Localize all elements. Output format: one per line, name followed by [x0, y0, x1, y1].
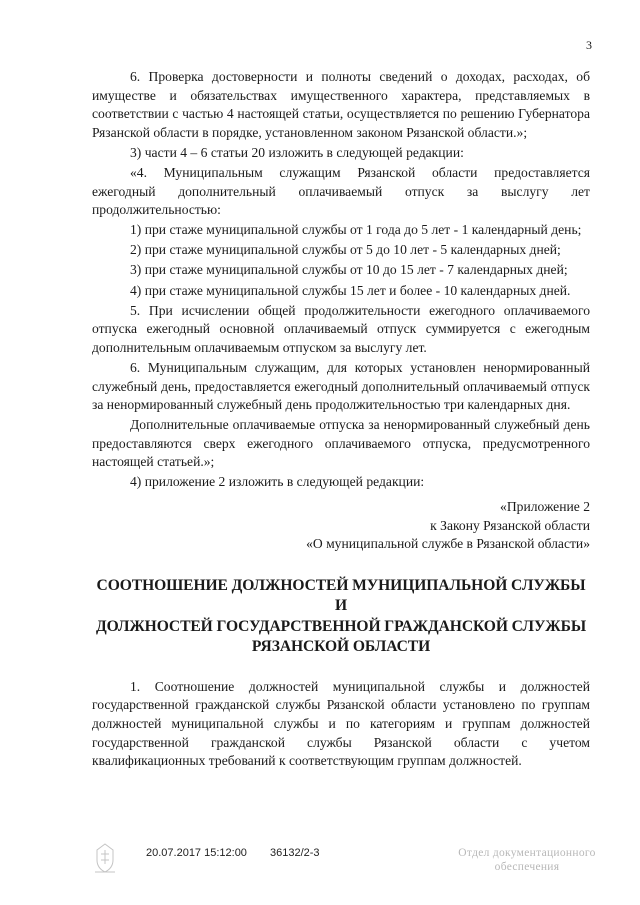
department-stamp	[447, 846, 607, 874]
paragraph-item-5-summation: 5. При исчислении общей продолжительности ежегодного оплачиваемого отпуска ежегодный основной оплачиваемый отпуск суммируется с ежегодным дополнительным оплачиваемым отпуском за выслугу лет.	[92, 302, 590, 355]
document-body	[92, 68, 590, 771]
heading-line: РЯЗАНСКОЙ ОБЛАСТИ	[251, 638, 431, 656]
appendix-line: к Закону Рязанской области	[430, 517, 590, 533]
stamp-line: Отдел документационного	[458, 847, 596, 859]
paragraph-service-10-15: 3) при стаже муниципальной службы от 10 до 15 лет - 7 календарных дней;	[130, 262, 568, 278]
duma-emblem-icon	[92, 842, 118, 874]
paragraph-additional-leave: Дополнительные оплачиваемые отпуска за ненормированный служебный день предоставляются сверх ежегодного оплачиваемого отпуска, предусмотренного настоящей статьей.»;	[92, 417, 590, 470]
paragraph-correspondence: 1. Соотношение должностей муниципальной службы и должностей государственной гражданской службы Рязанской области установлено по группам должностей муниципальной службы и по категориям и группам должностей государственной гражданской службы Рязанской области с учетом квалификационных требований к соответствующим группам должностей.	[92, 678, 590, 769]
stamp-line: обеспечения	[494, 861, 560, 873]
heading-line: СООТНОШЕНИЕ ДОЛЖНОСТЕЙ МУНИЦИПАЛЬНОЙ СЛУЖБЫ И	[96, 576, 586, 615]
paragraph-service-5-10: 2) при стаже муниципальной службы от 5 до 10 лет - 5 календарных дней;	[130, 242, 561, 258]
heading-line: ДОЛЖНОСТЕЙ ГОСУДАРСТВЕННОЙ ГРАЖДАНСКОЙ СЛУЖБЫ	[95, 617, 587, 635]
paragraph-amendment-4: 4) приложение 2 изложить в следующей редакции:	[130, 474, 425, 490]
paragraph-item-6-verification: 6. Проверка достоверности и полноты сведений о доходах, расходах, об имуществе и обязательствах имущественного характера, представляемых в соответствии с частью 4 настоящей статьи, осуществляется по решению Губернатора Рязанской области в порядке, установленном законом Рязанской области.»;	[92, 69, 590, 140]
appendix-header	[92, 498, 590, 554]
appendix-line: «Приложение 2	[500, 499, 590, 515]
paragraph-amendment-3: 3) части 4 – 6 статьи 20 изложить в следующей редакции:	[130, 144, 464, 160]
paragraph-service-15-plus: 4) при стаже муниципальной службы 15 лет и более - 10 календарных дней.	[130, 282, 571, 298]
paragraph-item-6-irregular-day: 6. Муниципальным служащим, для которых установлен ненормированный служебный день, предоставляется ежегодный дополнительный оплачиваемый отпуск за ненормированный служебный день продолжительностью три календарных дня.	[92, 359, 590, 413]
footer-timestamp: 20.07.2017 15:12:00	[146, 847, 247, 859]
paragraph-item-4-leave: «4. Муниципальным служащим Рязанской области предоставляется ежегодный дополнительный оплачиваемый отпуск за выслугу лет продолжительностью:	[92, 164, 590, 218]
page-footer	[0, 842, 640, 882]
footer-doc-code: 36132/2-3	[270, 847, 320, 859]
page-number: 3	[586, 38, 592, 52]
section-heading	[92, 576, 590, 658]
paragraph-service-1-5: 1) при стаже муниципальной службы от 1 года до 5 лет - 1 календарный день;	[130, 222, 582, 238]
appendix-line: «О муниципальной службе в Рязанской области»	[306, 536, 590, 552]
